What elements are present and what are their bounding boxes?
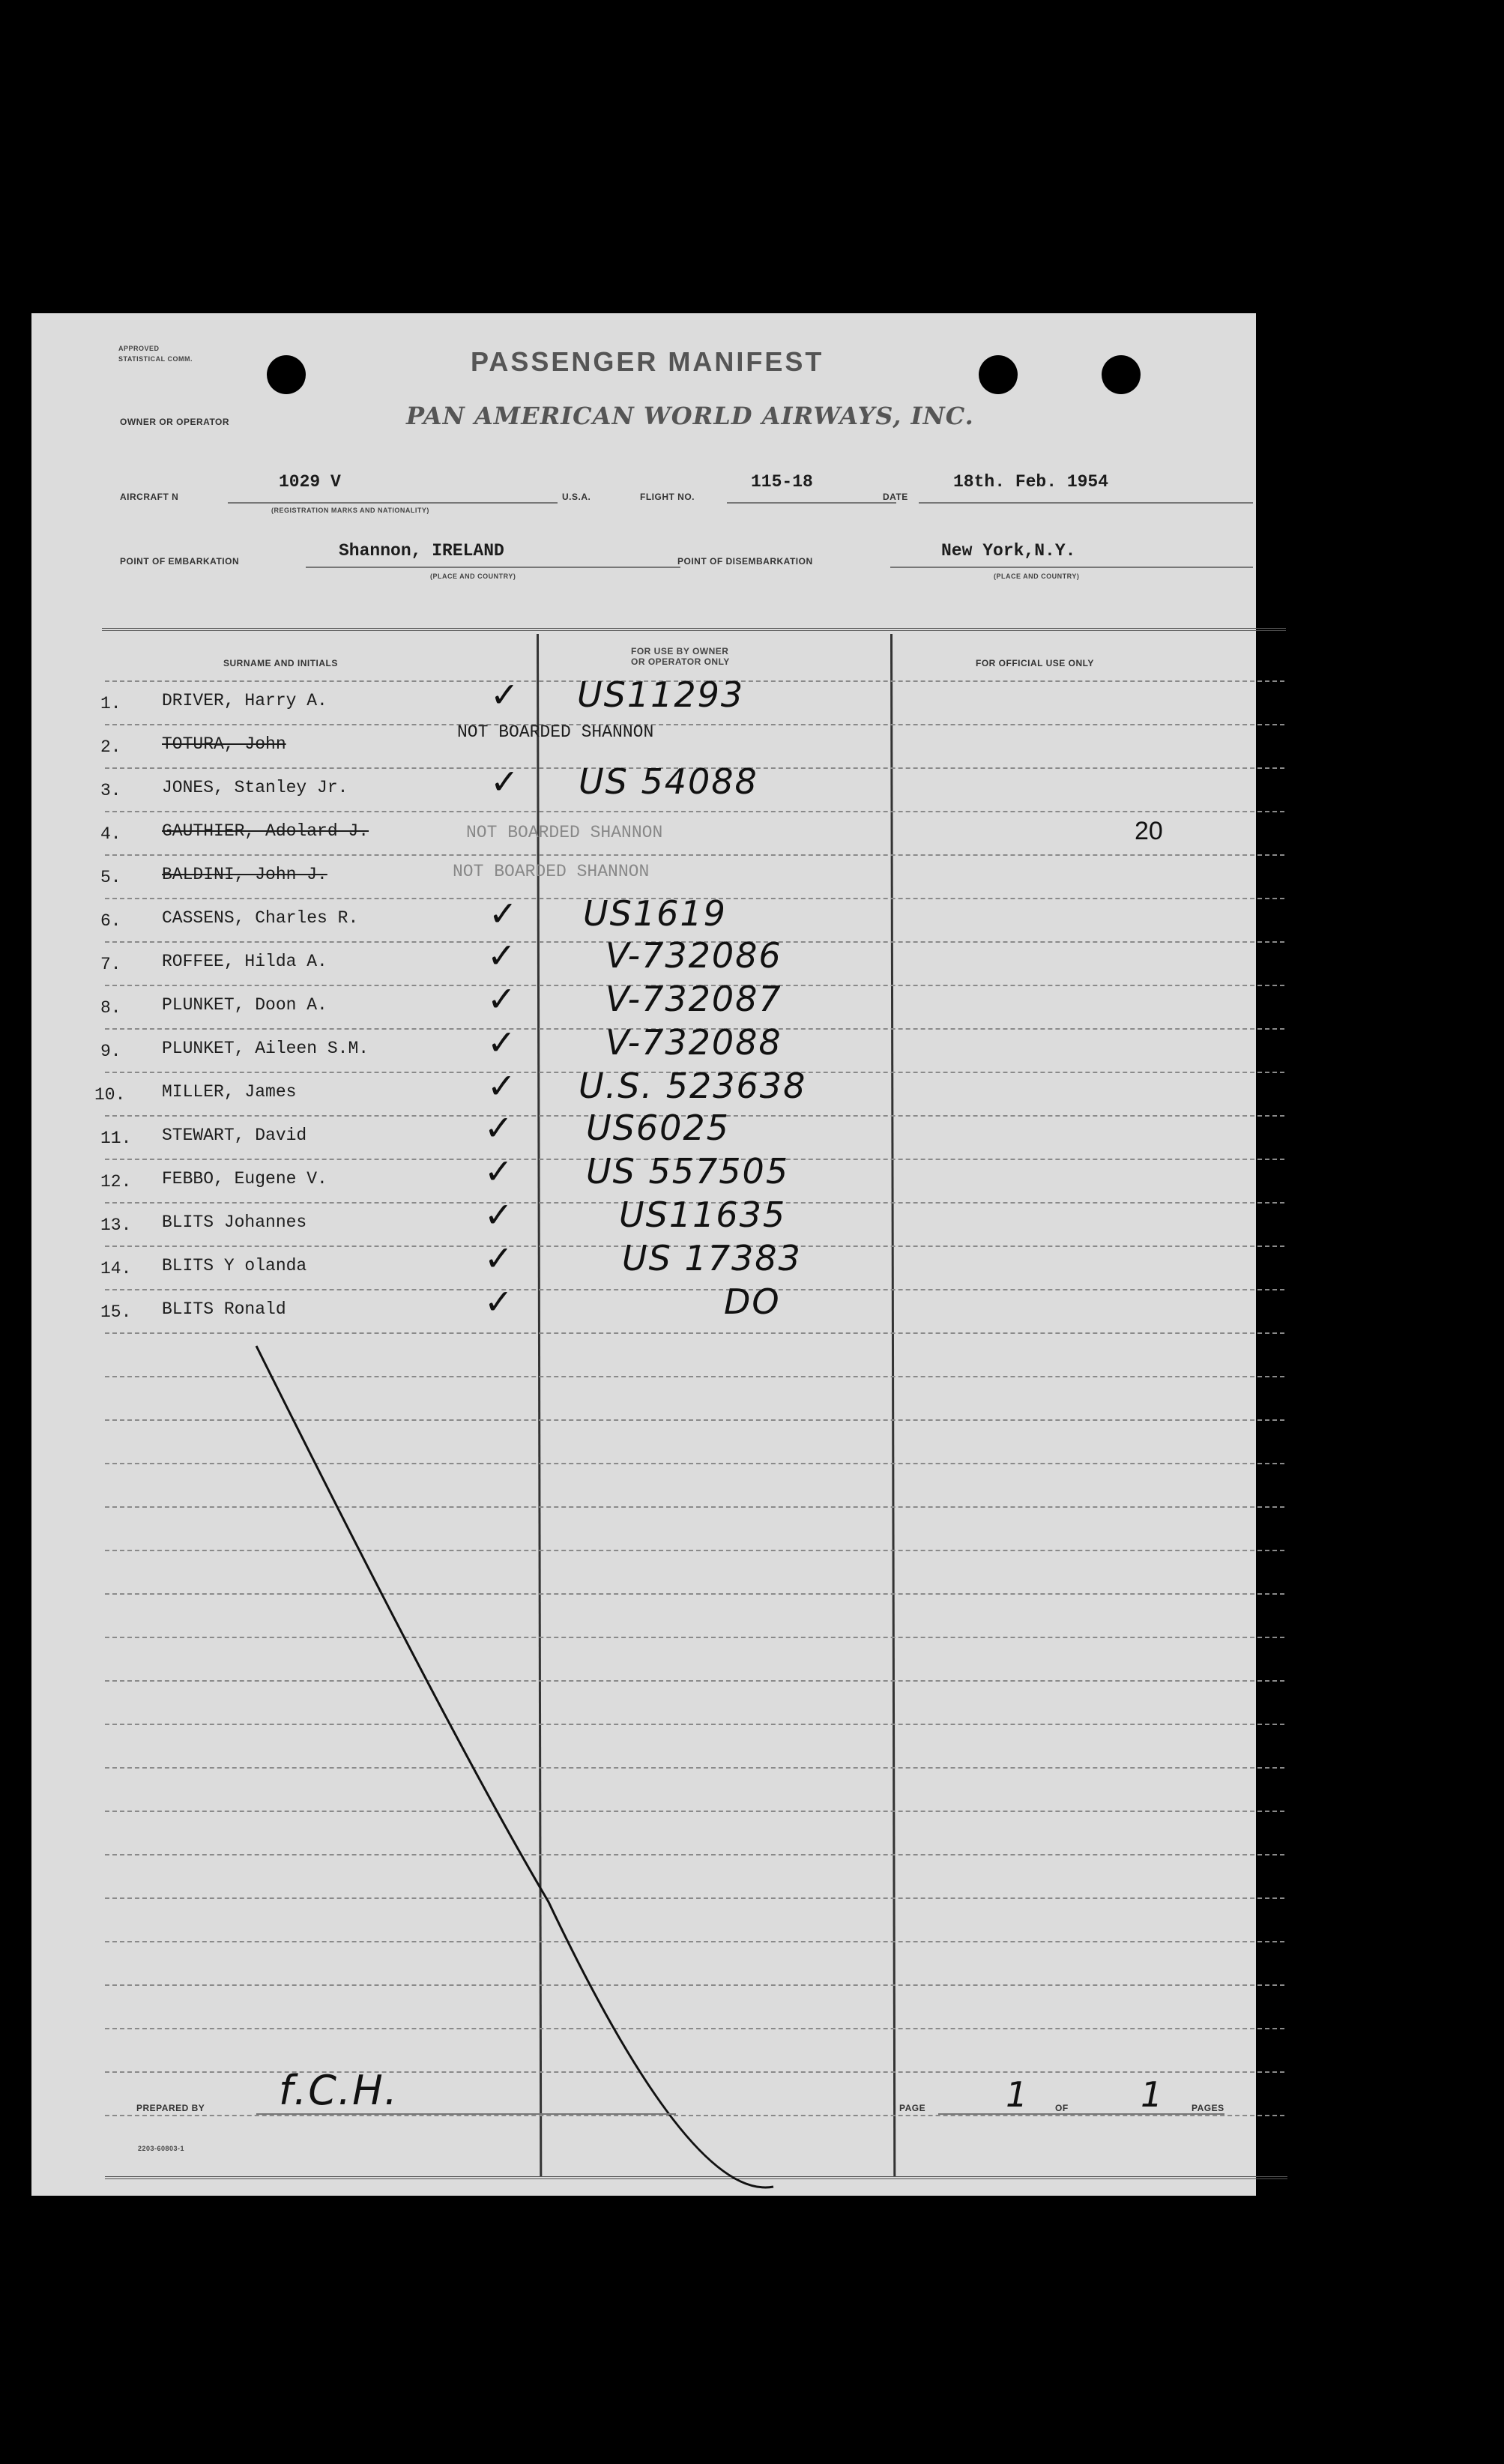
col-owner-header-line2: OR OPERATOR ONLY bbox=[631, 656, 730, 667]
disembark-label: POINT OF DISEMBARKATION bbox=[677, 556, 813, 567]
passport-number: V-732088 bbox=[605, 1022, 782, 1063]
passenger-name: BALDINI, John J. bbox=[162, 865, 327, 884]
check-mark: ✓ bbox=[484, 1151, 515, 1192]
disembark-value: New York,N.Y. bbox=[941, 541, 1076, 561]
row-number: 11. bbox=[100, 1129, 132, 1148]
row-number: 14. bbox=[100, 1259, 132, 1278]
passenger-name: CASSENS, Charles R. bbox=[162, 908, 359, 928]
passport-number: US11293 bbox=[577, 674, 745, 715]
row-number: 7. bbox=[100, 955, 121, 974]
prepared-by-label: PREPARED BY bbox=[136, 2103, 205, 2113]
passenger-name: ROFFEE, Hilda A. bbox=[162, 952, 327, 971]
date-label: DATE bbox=[883, 492, 908, 502]
passenger-name: TOTURA, John bbox=[162, 734, 286, 754]
flight-value: 115-18 bbox=[751, 472, 813, 492]
passenger-name: JONES, Stanley Jr. bbox=[162, 778, 348, 797]
check-mark: ✓ bbox=[490, 761, 521, 802]
aircraft-sublabel: (REGISTRATION MARKS AND NATIONALITY) bbox=[271, 507, 429, 514]
approval-stamp-line2: STATISTICAL COMM. bbox=[118, 355, 193, 363]
passport-number: US6025 bbox=[586, 1108, 730, 1148]
passenger-name: GAUTHIER, Adolard J. bbox=[162, 821, 369, 841]
passenger-name: BLITS Ronald bbox=[162, 1299, 286, 1319]
row-number: 4. bbox=[100, 824, 121, 844]
embark-label: POINT OF EMBARKATION bbox=[120, 556, 240, 567]
passenger-name: BLITS Johannes bbox=[162, 1213, 307, 1232]
manifest-sheet bbox=[31, 313, 1256, 2196]
check-mark: ✓ bbox=[484, 1195, 515, 1235]
row-number: 8. bbox=[100, 998, 121, 1018]
passenger-name: MILLER, James bbox=[162, 1082, 297, 1102]
pages-label: PAGES bbox=[1192, 2103, 1224, 2113]
passport-number: US11635 bbox=[619, 1195, 787, 1235]
row-number: 15. bbox=[100, 1302, 132, 1322]
check-mark: ✓ bbox=[484, 1108, 515, 1148]
boarding-note: NOT BOARDED SHANNON bbox=[453, 862, 650, 881]
usa-label: U.S.A. bbox=[562, 492, 591, 502]
boarding-note: NOT BOARDED SHANNON bbox=[457, 722, 654, 742]
col-surname-header: SURNAME AND INITIALS bbox=[223, 658, 338, 668]
row-number: 6. bbox=[100, 911, 121, 931]
approval-stamp-line1: APPROVED bbox=[118, 345, 160, 352]
of-label: OF bbox=[1055, 2103, 1069, 2113]
passenger-name: BLITS Y olanda bbox=[162, 1256, 307, 1275]
row-number: 1. bbox=[100, 694, 121, 713]
passport-number: DO bbox=[724, 1281, 781, 1322]
row-number: 10. bbox=[94, 1085, 126, 1105]
check-mark: ✓ bbox=[489, 893, 519, 934]
passenger-name: FEBBO, Eugene V. bbox=[162, 1169, 327, 1189]
airline-name: PAN AMERICAN WORLD AIRWAYS, INC. bbox=[406, 402, 974, 430]
row-number: 3. bbox=[100, 781, 121, 800]
embark-value: Shannon, IRELAND bbox=[339, 541, 504, 561]
passport-number: US 17383 bbox=[622, 1238, 802, 1278]
passport-number: V-732086 bbox=[605, 935, 782, 976]
row-number: 9. bbox=[100, 1042, 121, 1061]
passport-number: V-732087 bbox=[605, 979, 782, 1019]
passenger-name: STEWART, David bbox=[162, 1126, 307, 1145]
col-official-header: FOR OFFICIAL USE ONLY bbox=[976, 658, 1094, 668]
passenger-name: DRIVER, Harry A. bbox=[162, 691, 327, 710]
row-number: 2. bbox=[100, 737, 121, 757]
date-value: 18th. Feb. 1954 bbox=[953, 472, 1109, 492]
aircraft-label: AIRCRAFT N bbox=[120, 492, 179, 502]
passport-number: US1619 bbox=[583, 893, 727, 934]
check-mark: ✓ bbox=[490, 674, 521, 715]
flight-label: FLIGHT NO. bbox=[640, 492, 695, 502]
passenger-name: PLUNKET, Doon A. bbox=[162, 995, 327, 1015]
check-mark: ✓ bbox=[487, 1022, 518, 1063]
check-mark: ✓ bbox=[487, 935, 518, 976]
check-mark: ✓ bbox=[487, 1066, 518, 1106]
check-mark: ✓ bbox=[484, 1281, 515, 1322]
aircraft-value: 1029 V bbox=[279, 472, 341, 492]
page-label: PAGE bbox=[899, 2103, 926, 2113]
page-number: 1 bbox=[1006, 2074, 1030, 2115]
passport-number: US 557505 bbox=[586, 1151, 790, 1192]
embark-sublabel: (PLACE AND COUNTRY) bbox=[430, 573, 516, 580]
page-title: PASSENGER MANIFEST bbox=[471, 346, 824, 377]
passenger-name: PLUNKET, Aileen S.M. bbox=[162, 1039, 369, 1058]
boarding-note: NOT BOARDED SHANNON bbox=[466, 823, 663, 842]
owner-label: OWNER OR OPERATOR bbox=[120, 417, 230, 427]
col-owner-header-line1: FOR USE BY OWNER bbox=[631, 646, 729, 656]
passport-number: US 54088 bbox=[579, 761, 758, 802]
check-mark: ✓ bbox=[487, 979, 518, 1019]
passport-number: U.S. 523638 bbox=[579, 1066, 807, 1106]
form-number: 2203-60803-1 bbox=[138, 2145, 185, 2152]
row-number: 12. bbox=[100, 1172, 132, 1192]
official-note: 20 bbox=[1135, 817, 1163, 845]
prepared-by-signature: f.C.H. bbox=[279, 2067, 399, 2114]
row-number: 13. bbox=[100, 1216, 132, 1235]
check-mark: ✓ bbox=[484, 1238, 515, 1278]
disembark-sublabel: (PLACE AND COUNTRY) bbox=[994, 573, 1080, 580]
total-pages: 1 bbox=[1141, 2074, 1165, 2115]
cancel-line bbox=[31, 313, 1256, 2196]
row-number: 5. bbox=[100, 868, 121, 887]
